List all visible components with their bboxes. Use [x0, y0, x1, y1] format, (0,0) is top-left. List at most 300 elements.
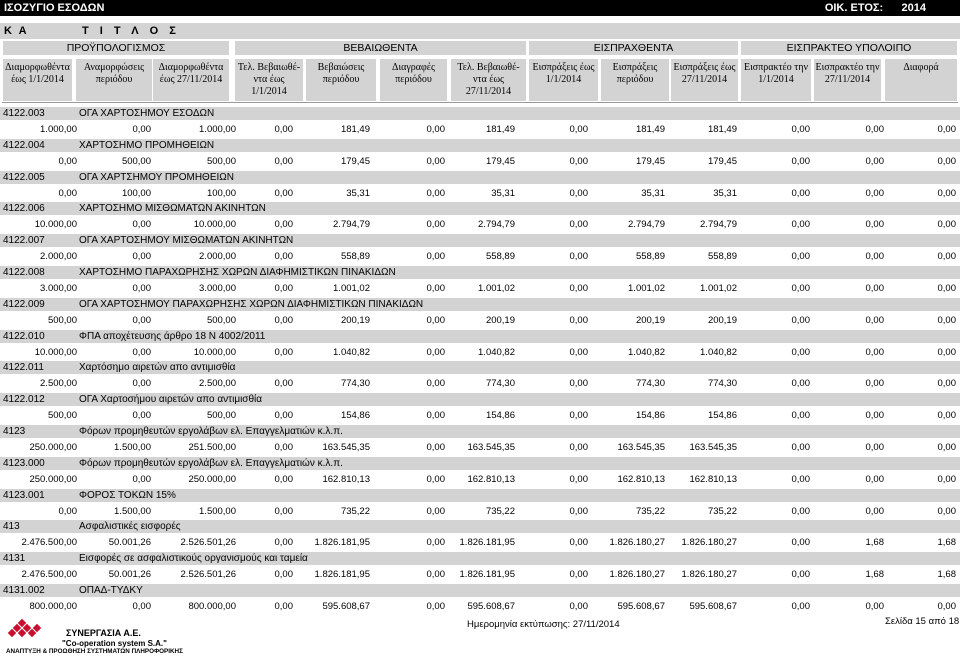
- amount-cell: 0,00: [865, 283, 884, 294]
- amount-cell: 0,00: [865, 601, 884, 612]
- amount-cell: 1.500,00: [114, 505, 151, 517]
- account-header-row: [0, 552, 960, 565]
- amount-cell: 0,00: [274, 219, 293, 231]
- amount-cell: 0,00: [791, 187, 810, 199]
- amount-cell: 0,00: [569, 124, 588, 135]
- amount-cell: 0,00: [132, 314, 151, 326]
- column-header-4: Τελ. Βεβαιωθέ- ντα έως 1/1/2014: [235, 59, 303, 101]
- group-certified: ΒΕΒΑΙΩΘΕΝΤΑ: [235, 41, 526, 55]
- amount-cell: 179,45: [707, 155, 737, 167]
- amount-cell: 0,00: [865, 187, 884, 199]
- amount-cell: 558,89: [707, 251, 737, 263]
- amount-cell: 774,30: [485, 378, 515, 390]
- amount-cell: 735,22: [707, 505, 737, 517]
- account-name: Φόρων προμηθευτών εργολάβων ελ. Επαγγελματιών κ.λ.π.: [79, 457, 343, 469]
- column-header-6: Διαγραφές περιόδου: [380, 59, 447, 101]
- amount-cell: 1.500,00: [114, 442, 151, 453]
- amount-cell: 154,86: [340, 410, 370, 422]
- amount-cell: 0,00: [132, 410, 151, 422]
- amounts-row: [0, 186, 960, 199]
- amount-cell: 0,00: [569, 155, 588, 167]
- amount-cell: 558,89: [635, 251, 665, 263]
- amount-cell: 0,00: [865, 219, 884, 231]
- amount-cell: 0,00: [274, 346, 293, 358]
- amount-cell: 2.526.501,26: [180, 537, 236, 549]
- amount-cell: 0,00: [937, 505, 956, 517]
- amount-cell: 0,00: [937, 251, 956, 263]
- column-header-12: Εισπρακτέο την 27/11/2014: [814, 59, 881, 101]
- amount-cell: 0,00: [937, 283, 956, 294]
- amount-cell: 0,00: [937, 410, 956, 422]
- amount-cell: 0,00: [865, 378, 884, 390]
- amount-cell: 0,00: [426, 124, 445, 135]
- amount-cell: 1,68: [865, 537, 884, 549]
- amount-cell: 35,31: [641, 187, 665, 199]
- amount-cell: 500,00: [47, 314, 77, 326]
- amount-cell: 0,00: [791, 601, 810, 612]
- account-name: ΧΑΡΤΟΣΗΜΟ ΠΡΟΜΗΘΕΙΩΝ: [79, 139, 215, 151]
- amount-cell: 1,68: [937, 569, 956, 581]
- amount-cell: 1.001,02: [333, 283, 370, 294]
- header-divider: [2, 102, 958, 103]
- logo-motto: "Co-operation system S.A.": [62, 639, 167, 648]
- account-header-row: [0, 234, 960, 247]
- amount-cell: 774,30: [635, 378, 665, 390]
- account-header-row: [0, 266, 960, 279]
- amount-cell: 0,00: [937, 124, 956, 135]
- account-header-row: [0, 298, 960, 311]
- amount-cell: 2.794,79: [333, 219, 370, 231]
- amount-cell: 1.500,00: [199, 505, 236, 517]
- logo-tagline: ΑΝΑΠΤΥΞΗ & ΠΡΟΩΘΗΣΗ ΣΥΣΤΗΜΑΤΩΝ ΠΛΗΡΟΦΟΡΙΚΗΣ: [6, 648, 183, 655]
- amount-cell: 0,00: [791, 442, 810, 453]
- amount-cell: 250.000,00: [29, 473, 77, 485]
- account-code: 4123: [3, 426, 26, 437]
- amount-cell: 163.545,35: [617, 442, 665, 453]
- account-name: Ασφαλιστικές εισφορές: [79, 521, 181, 533]
- report-title: ΙΣΟΖΥΓΙΟ ΕΣΟΔΩΝ: [4, 2, 105, 14]
- amount-cell: 1.040,82: [700, 346, 737, 358]
- amount-cell: 1.826.180,27: [609, 569, 665, 581]
- logo-company-name: ΣΥΝΕΡΓΑΣΙΑ Α.Ε.: [66, 628, 141, 638]
- amount-cell: 595.608,67: [617, 601, 665, 612]
- amount-cell: 0,00: [426, 601, 445, 612]
- amounts-row: [0, 504, 960, 517]
- column-header-8: Εισπράξεις έως 1/1/2014: [529, 59, 598, 101]
- account-name: ΟΓΑ ΧΑΡΤΟΣΗΜΟΥ ΜΙΣΘΩΜΑΤΩΝ ΑΚΙΝΗΤΩΝ: [79, 235, 294, 247]
- amounts-row: [0, 345, 960, 358]
- amount-cell: 181,49: [707, 124, 737, 135]
- amount-cell: 1.001,02: [700, 283, 737, 294]
- amount-cell: 154,86: [635, 410, 665, 422]
- amount-cell: 0,00: [426, 442, 445, 453]
- column-header-10: Εισπράξεις έως 27/11/2014: [671, 59, 738, 101]
- amount-cell: 50.001,26: [108, 569, 151, 581]
- amount-cell: 35,31: [346, 187, 370, 199]
- account-name: Χαρτόσημο αιρετών απο αντιμισθία: [79, 362, 236, 374]
- amount-cell: 800.000,00: [29, 601, 77, 612]
- account-code: 413: [3, 521, 20, 533]
- amount-cell: 735,22: [340, 505, 370, 517]
- amount-cell: 0,00: [426, 219, 445, 231]
- amount-cell: 100,00: [206, 187, 236, 199]
- amounts-row: [0, 376, 960, 389]
- account-header-row: [0, 584, 960, 597]
- amount-cell: 0,00: [791, 569, 810, 581]
- amount-cell: 100,00: [121, 187, 151, 199]
- amounts-row: [0, 313, 960, 326]
- amount-cell: 2.526.501,26: [180, 569, 236, 581]
- account-code: 4122.004: [3, 139, 45, 151]
- amount-cell: 0,00: [426, 314, 445, 326]
- amounts-row: [0, 408, 960, 421]
- amount-cell: 1.826.180,27: [609, 537, 665, 549]
- amount-cell: 1.001,02: [478, 283, 515, 294]
- account-header-row: [0, 489, 960, 502]
- amount-cell: 0,00: [865, 155, 884, 167]
- amount-cell: 0,00: [569, 283, 588, 294]
- amount-cell: 500,00: [47, 410, 77, 422]
- print-date: Ημερομηνία εκτύπωσης: 27/11/2014: [467, 619, 620, 630]
- amount-cell: 154,86: [485, 410, 515, 422]
- amount-cell: 162.810,13: [322, 473, 370, 485]
- amount-cell: 0,00: [937, 219, 956, 231]
- amount-cell: 0,00: [274, 314, 293, 326]
- account-code: 4122.003: [3, 108, 45, 119]
- amount-cell: 10.000,00: [34, 219, 77, 231]
- amounts-row: [0, 154, 960, 167]
- amount-cell: 735,22: [635, 505, 665, 517]
- amount-cell: 2.476.500,00: [21, 537, 77, 549]
- amount-cell: 0,00: [791, 124, 810, 135]
- amount-cell: 2.000,00: [40, 251, 77, 263]
- amount-cell: 179,45: [635, 155, 665, 167]
- account-name: ΟΓΑ ΧΑΡΤΟΣΗΜΟΥ ΠΑΡΑΧΩΡΗΣΗΣ ΧΩΡΩΝ ΔΙΑΦΗΜΙΣΤΙΚΩΝ ΠΙΝΑΚΙΔΩΝ: [79, 298, 424, 310]
- amount-cell: 0,00: [426, 283, 445, 294]
- amount-cell: 0,00: [569, 569, 588, 581]
- column-header-3: Διαμορφωθέντα έως 27/11/2014: [153, 59, 229, 101]
- amount-cell: 1.826.181,95: [314, 569, 370, 581]
- amount-cell: 10.000,00: [34, 346, 77, 358]
- amounts-row: [0, 217, 960, 230]
- amount-cell: 35,31: [491, 187, 515, 199]
- amount-cell: 0,00: [132, 601, 151, 612]
- amount-cell: 0,00: [937, 473, 956, 485]
- amount-cell: 0,00: [791, 505, 810, 517]
- amount-cell: 2.794,79: [700, 219, 737, 231]
- account-header-row: [0, 107, 960, 120]
- account-code: 4122.010: [3, 330, 45, 342]
- amount-cell: 0,00: [274, 378, 293, 390]
- amount-cell: 0,00: [791, 314, 810, 326]
- account-code: 4122.012: [3, 394, 45, 406]
- amount-cell: 774,30: [707, 378, 737, 390]
- amount-cell: 1.826.180,27: [681, 569, 737, 581]
- amounts-row: [0, 281, 960, 294]
- amount-cell: 0,00: [569, 314, 588, 326]
- column-header-11: Εισπρακτέο την 1/1/2014: [741, 59, 811, 101]
- amount-cell: 200,19: [707, 314, 737, 326]
- group-budget: ΠΡΟΫΠΟΛΟΓΙΣΜΟΣ: [3, 41, 229, 55]
- amount-cell: 0,00: [132, 251, 151, 263]
- amount-cell: 0,00: [937, 378, 956, 390]
- amount-cell: 0,00: [569, 442, 588, 453]
- amount-cell: 500,00: [206, 410, 236, 422]
- amount-cell: 163.545,35: [689, 442, 737, 453]
- account-header-row: [0, 139, 960, 152]
- amount-cell: 162.810,13: [467, 473, 515, 485]
- amount-cell: 0,00: [937, 314, 956, 326]
- account-name: Εισφορές σε ασφαλιστικούς οργανισμούς και ταμεία: [79, 553, 308, 565]
- amount-cell: 1.040,82: [478, 346, 515, 358]
- amount-cell: 558,89: [485, 251, 515, 263]
- amount-cell: 200,19: [635, 314, 665, 326]
- account-code: 4123.000: [3, 457, 45, 469]
- amount-cell: 2.794,79: [478, 219, 515, 231]
- amount-cell: 595.608,67: [689, 601, 737, 612]
- amount-cell: 250.000,00: [188, 473, 236, 485]
- account-code: 4122.006: [3, 203, 45, 215]
- amounts-row: [0, 122, 960, 135]
- amount-cell: 0,00: [791, 378, 810, 390]
- amount-cell: 595.608,67: [467, 601, 515, 612]
- amount-cell: 0,00: [426, 187, 445, 199]
- column-headers: [0, 59, 960, 103]
- amount-cell: 2.500,00: [40, 378, 77, 390]
- amount-cell: 1,68: [865, 569, 884, 581]
- amount-cell: 0,00: [865, 251, 884, 263]
- amount-cell: 0,00: [569, 537, 588, 549]
- amount-cell: 0,00: [569, 219, 588, 231]
- fiscal-year: ΟΙΚ. ΕΤΟΣ: 2014: [824, 2, 926, 14]
- amount-cell: 154,86: [707, 410, 737, 422]
- amount-cell: 500,00: [121, 155, 151, 167]
- amount-cell: 1.000,00: [199, 124, 236, 135]
- page-number: Σελίδα 15 από 18: [885, 616, 960, 627]
- amount-cell: 0,00: [274, 537, 293, 549]
- amounts-row: [0, 599, 960, 612]
- amount-cell: 0,00: [132, 124, 151, 135]
- amount-cell: 0,00: [274, 569, 293, 581]
- amount-cell: 0,00: [569, 505, 588, 517]
- amount-cell: 1.826.181,95: [314, 537, 370, 549]
- amount-cell: 0,00: [426, 473, 445, 485]
- account-name: ΧΑΡΤΟΣΗΜΟ ΠΑΡΑΧΩΡΗΣΗΣ ΧΩΡΩΝ ΔΙΑΦΗΜΙΣΤΙΚΩΝ ΠΙΝΑΚΙΔΩΝ: [79, 267, 396, 278]
- amount-cell: 800.000,00: [188, 601, 236, 612]
- amount-cell: 0,00: [865, 314, 884, 326]
- amount-cell: 0,00: [132, 283, 151, 294]
- amount-cell: 181,49: [635, 124, 665, 135]
- amount-cell: 250.000,00: [29, 442, 77, 453]
- amount-cell: 0,00: [274, 442, 293, 453]
- account-header-row: [0, 202, 960, 215]
- amount-cell: 0,00: [426, 346, 445, 358]
- account-header-row: [0, 361, 960, 374]
- amount-cell: 181,49: [485, 124, 515, 135]
- account-code: 4122.007: [3, 235, 45, 247]
- amount-cell: 50.001,26: [108, 537, 151, 549]
- amount-cell: 1.000,00: [40, 124, 77, 135]
- amount-cell: 0,00: [569, 473, 588, 485]
- amount-cell: 0,00: [274, 155, 293, 167]
- amount-cell: 1.826.181,95: [459, 537, 515, 549]
- account-code: 4131.002: [3, 585, 45, 596]
- amount-cell: 500,00: [206, 314, 236, 326]
- amount-cell: 179,45: [485, 155, 515, 167]
- code-title-header: [0, 23, 960, 39]
- amount-cell: 595.608,67: [322, 601, 370, 612]
- amount-cell: 163.545,35: [467, 442, 515, 453]
- amounts-row: [0, 535, 960, 548]
- amounts-row: [0, 472, 960, 485]
- amount-cell: 500,00: [206, 155, 236, 167]
- amount-cell: 0,00: [569, 251, 588, 263]
- amount-cell: 0,00: [132, 378, 151, 390]
- amount-cell: 2.000,00: [199, 251, 236, 263]
- account-header-row: [0, 520, 960, 533]
- account-header-row: [0, 425, 960, 438]
- amount-cell: 558,89: [340, 251, 370, 263]
- amount-cell: 179,45: [340, 155, 370, 167]
- amount-cell: 1.001,02: [628, 283, 665, 294]
- amount-cell: 0,00: [791, 251, 810, 263]
- amount-cell: 0,00: [274, 124, 293, 135]
- amount-cell: 10.000,00: [193, 346, 236, 358]
- amount-cell: 0,00: [274, 251, 293, 263]
- account-name: ΟΠΑΔ-ΤΥΔΚΥ: [79, 585, 143, 596]
- account-header-row: [0, 457, 960, 470]
- amount-cell: 0,00: [274, 473, 293, 485]
- account-code: 4122.008: [3, 267, 45, 278]
- amount-cell: 735,22: [485, 505, 515, 517]
- amount-cell: 2.500,00: [199, 378, 236, 390]
- amount-cell: 162.810,13: [689, 473, 737, 485]
- amount-cell: 0,00: [865, 410, 884, 422]
- account-name: ΦΟΡΟΣ ΤΟΚΩΝ 15%: [79, 489, 176, 501]
- amount-cell: 200,19: [340, 314, 370, 326]
- amount-cell: 0,00: [274, 505, 293, 517]
- column-header-1: Διαμορφωθέντα έως 1/1/2014: [3, 59, 72, 101]
- account-name: ΟΓΑ ΧΑΡΤΟΣΗΜΟΥ ΕΣΟΔΩΝ: [79, 108, 215, 119]
- amount-cell: 0,00: [791, 473, 810, 485]
- amount-cell: 0,00: [937, 155, 956, 167]
- amount-cell: 0,00: [132, 473, 151, 485]
- account-name: ΦΠΑ αποχέτευσης άρθρο 18 Ν 4002/2011: [79, 330, 266, 342]
- amount-cell: 0,00: [426, 155, 445, 167]
- account-name: Φόρων προμηθευτών εργολάβων ελ. Επαγγελματιών κ.λ.π.: [79, 426, 343, 437]
- amount-cell: 0,00: [569, 601, 588, 612]
- amount-cell: 0,00: [865, 505, 884, 517]
- amount-cell: 0,00: [274, 410, 293, 422]
- amount-cell: 251.500,00: [188, 442, 236, 453]
- amounts-row: [0, 567, 960, 580]
- amount-cell: 0,00: [791, 537, 810, 549]
- amount-cell: 0,00: [937, 442, 956, 453]
- account-name: ΟΓΑ ΧΑΡΤΣΗΜΟΥ ΠΡΟΜΗΘΕΙΩΝ: [79, 171, 234, 183]
- amount-cell: 163.545,35: [322, 442, 370, 453]
- amount-cell: 0,00: [791, 346, 810, 358]
- group-receivable: ΕΙΣΠΡΑΚΤΕΟ ΥΠΟΛΟΙΠΟ: [741, 41, 957, 55]
- amount-cell: 0,00: [569, 378, 588, 390]
- amount-cell: 200,19: [485, 314, 515, 326]
- amount-cell: 0,00: [426, 410, 445, 422]
- amount-cell: 0,00: [426, 251, 445, 263]
- column-header-13: Διαφορά: [885, 59, 957, 101]
- amount-cell: 0,00: [569, 410, 588, 422]
- account-header-row: [0, 393, 960, 406]
- amount-cell: 0,00: [791, 155, 810, 167]
- column-header-9: Εισπράξεις περιόδου: [601, 59, 669, 101]
- amounts-row: [0, 249, 960, 262]
- amount-cell: 1.826.181,95: [459, 569, 515, 581]
- account-code: 4122.005: [3, 171, 45, 183]
- amount-cell: 181,49: [340, 124, 370, 135]
- amount-cell: 0,00: [274, 601, 293, 612]
- amount-cell: 1.040,82: [628, 346, 665, 358]
- amount-cell: 0,00: [865, 442, 884, 453]
- account-header-row: [0, 330, 960, 343]
- amount-cell: 0,00: [58, 155, 77, 167]
- amount-cell: 774,30: [340, 378, 370, 390]
- amount-cell: 0,00: [865, 346, 884, 358]
- amount-cell: 0,00: [569, 187, 588, 199]
- amount-cell: 0,00: [426, 537, 445, 549]
- column-header-5: Βεβαιώσεις περιόδου: [306, 59, 376, 101]
- account-code: 4122.009: [3, 298, 45, 310]
- account-code: 4123.001: [3, 489, 45, 501]
- amount-cell: 0,00: [426, 378, 445, 390]
- logo-emblem-icon: [6, 619, 66, 643]
- amount-cell: 2.794,79: [628, 219, 665, 231]
- ka-label: Κ Α: [4, 25, 29, 37]
- account-name: ΧΑΡΤΟΣΗΜΟ ΜΙΣΘΩΜΑΤΩΝ ΑΚΙΝΗΤΩΝ: [79, 203, 266, 215]
- amount-cell: 0,00: [58, 187, 77, 199]
- account-header-row: [0, 171, 960, 184]
- amount-cell: 0,00: [791, 410, 810, 422]
- amount-cell: 162.810,13: [617, 473, 665, 485]
- amount-cell: 1.040,82: [333, 346, 370, 358]
- account-code: 4122.011: [3, 362, 44, 374]
- amount-cell: 1,68: [937, 537, 956, 549]
- amount-cell: 35,31: [713, 187, 737, 199]
- amount-cell: 0,00: [132, 346, 151, 358]
- group-collected: ΕΙΣΠΡΑΧΘΕΝΤΑ: [529, 41, 738, 55]
- column-header-7: Τελ. Βεβαιωθέ- ντα έως 27/11/2014: [451, 59, 526, 101]
- amount-cell: 1.826.180,27: [681, 537, 737, 549]
- amount-cell: 0,00: [569, 346, 588, 358]
- amount-cell: 0,00: [865, 124, 884, 135]
- amount-cell: 0,00: [274, 187, 293, 199]
- amount-cell: 0,00: [132, 219, 151, 231]
- column-groups: [0, 41, 960, 57]
- amount-cell: 0,00: [426, 569, 445, 581]
- amount-cell: 0,00: [274, 283, 293, 294]
- amount-cell: 0,00: [937, 187, 956, 199]
- amount-cell: 0,00: [58, 505, 77, 517]
- amounts-row: [0, 440, 960, 453]
- column-header-2: Αναμορφώσεις περιόδου: [76, 59, 152, 101]
- amount-cell: 10.000,00: [193, 219, 236, 231]
- amount-cell: 2.476.500,00: [21, 569, 77, 581]
- amount-cell: 0,00: [791, 219, 810, 231]
- amount-cell: 3.000,00: [40, 283, 77, 294]
- amount-cell: 0,00: [937, 601, 956, 612]
- amount-cell: 3.000,00: [199, 283, 236, 294]
- amount-cell: 0,00: [426, 505, 445, 517]
- amount-cell: 0,00: [937, 346, 956, 358]
- company-logo: [6, 619, 216, 657]
- account-name: ΟΓΑ Χαρτοσήμου αιρετών απο αντιμισθία: [79, 394, 263, 406]
